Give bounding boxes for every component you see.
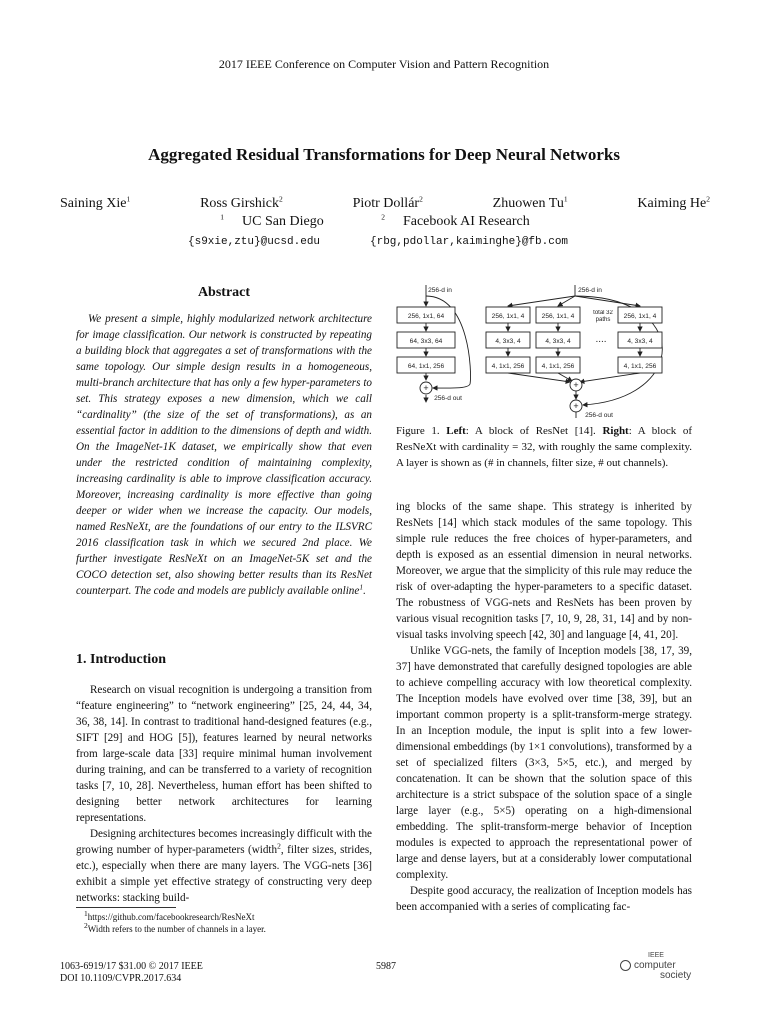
paths-note: total 32 paths xyxy=(593,310,613,323)
right-aggregate-symbol: + xyxy=(573,380,579,390)
footnotes xyxy=(84,911,374,935)
left-add-symbol: + xyxy=(423,383,429,393)
right-add-symbol: + xyxy=(573,401,579,411)
abstract-heading: Abstract xyxy=(197,285,251,300)
author: Saining Xie$^1$ xyxy=(60,194,131,211)
doi-line: DOI 10.1109/CVPR.2017.634 xyxy=(60,973,182,984)
paragraph: Unlike VGG-nets, the family of Inception models [38, 17, 39, 37] have demonstrated that carefully designed topologies are able to achieve compelling accuracy with low theoretical complexity. The Inception models have evolved over time [38, 39], but an important common property is a split-transform-merge strategy. In an Inception module, the input is split into a few lower-dimensional embeddings (by 1×1 convolutions), transformed by a set of specialized filters (3×3, 5×5, etc.), and merged by concatenation. It can be shown that the solution space of this architecture is a strict subspace of the solution space of a single large layer (e.g., 5×5) operating on a high-dimensional embedding. The split-transform-merge behavior of Inception modules is expected to approach the representational power of large and dense layers, but at a considerably lower computational complexity. xyxy=(396,645,692,881)
affiliation: $^2$ Facebook AI Research xyxy=(381,212,530,229)
right-output-label: 256-d out xyxy=(585,412,613,419)
paths-ellipsis: .... xyxy=(595,334,607,345)
email-ucsd: {s9xie,ztu}@ucsd.edu xyxy=(188,236,321,248)
footnote: $^1$https://github.com/facebookresearch/ResNeXt xyxy=(84,909,255,922)
figure-1-diagram xyxy=(390,284,700,420)
paragraph: Despite good accuracy, the realization of Inception models has been accompanied with a series of complicating fac- xyxy=(396,885,692,913)
conference-header: 2017 IEEE Conference on Computer Vision and Pattern Recognition xyxy=(218,57,550,71)
right-column-text xyxy=(396,499,692,915)
author: Zhuowen Tu$^1$ xyxy=(492,194,568,211)
page-number: 5987 xyxy=(376,961,396,972)
email-fb: {rbg,pdollar,kaiminghe}@fb.com xyxy=(370,236,569,248)
abstract-body: We present a simple, highly modularized network architecture for image classification. Our network is constructed by repeating a building block that aggregates a set of transformations with the same topology. Our simple design results in a homogeneous, multi-branch architecture that has only a few hyper-parameters to set. This strategy exposes a new dimension, which we call “cardinality” (the size of the set of transformations), as an essential factor in addition to the dimensions of depth and width. On the ImageNet-1K dataset, we empirically show that even under the restricted condition of maintaining complexity, increasing cardinality is able to improve classification accuracy. Moreover, increasing cardinality is more effective than going deeper or wider when we increase the capacity. Our models, named ResNeXt, are the foundations of our entry to the ILSVRC 2016 classification task in which we secured 2nd place. We further investigate ResNeXt on an ImageNet-5K set and the COCO detection set, also showing better results than its ResNet counterpart. The code and models are publicly available online$^1$. xyxy=(76,313,372,597)
footer-publication-info xyxy=(60,961,203,985)
right-path2-layer-2: 4, 3x3, 4 xyxy=(545,338,571,345)
left-layer-2: 64, 3x3, 64 xyxy=(409,338,443,345)
right-path1-layer-3: 4, 1x1, 256 xyxy=(491,363,525,370)
figure-1-caption: Figure 1. Left: A block of ResNet [14]. Right: A block of ResNeXt with cardinality = 32, with roughly the same complexity. A layer is shown as (# in channels, filter size, # out channels). xyxy=(396,425,692,469)
left-layer-3: 64, 1x1, 256 xyxy=(407,363,445,370)
left-output-label: 256-d out xyxy=(434,395,462,402)
left-input-label: 256-d in xyxy=(428,287,452,294)
right-path2-layer-3: 4, 1x1, 256 xyxy=(541,363,575,370)
right-input-label: 256-d in xyxy=(578,287,602,294)
footnote: $^2$Width refers to the number of channels in a layer. xyxy=(84,921,266,934)
issn-line: 1063-6919/17 $31.00 © 2017 IEEE xyxy=(60,961,203,972)
left-layer-1: 256, 1x1, 64 xyxy=(407,313,445,320)
section-heading-introduction: 1. Introduction xyxy=(76,652,166,667)
right-path2-layer-1: 256, 1x1, 4 xyxy=(541,313,575,320)
affiliation: $^1$ UC San Diego xyxy=(220,212,324,229)
paragraph: Designing architectures becomes increasingly difficult with the growing number of hyper-parameters (width$^2$, filter sizes, strides, etc.), especially when there are many layers. The VGG-nets [36] exhibit a simple yet effective strategy of constructing very deep networks: stacking build- xyxy=(76,828,372,904)
footnote-rule xyxy=(76,907,176,908)
globe-icon xyxy=(620,960,631,971)
right-path32-layer-2: 4, 3x3, 4 xyxy=(627,338,653,345)
paragraph: ing blocks of the same shape. This strategy is inherited by ResNets [14] which stack modules of the same topology. This simple rule reduces the free choices of hyper-parameters, and depth is exposed as an essential dimension in neural networks. Moreover, we argue that the simplicity of this rule may reduce the risk of over-adapting the hyper-parameters to a specific dataset. The robustness of VGG-nets and ResNets has been proven by various visual recognition tasks [7, 10, 9, 28, 31, 14] and by non-visual tasks involving speech [42, 30] and language [4, 41, 20]. xyxy=(396,501,692,641)
author-list xyxy=(60,196,710,212)
affiliations xyxy=(0,214,768,230)
author: Kaiming He$^2$ xyxy=(637,194,710,211)
right-path32-layer-3: 4, 1x1, 256 xyxy=(623,363,657,370)
right-path1-layer-2: 4, 3x3, 4 xyxy=(495,338,521,345)
author: Ross Girshick$^2$ xyxy=(200,194,283,211)
ieee-computer-society-logo: IEEE computer society xyxy=(620,952,710,981)
right-path32-layer-1: 256, 1x1, 4 xyxy=(623,313,657,320)
paper-title: Aggregated Residual Transformations for Deep Neural Networks xyxy=(148,145,620,164)
intro-left-column xyxy=(76,682,372,906)
author: Piotr Dollár$^2$ xyxy=(352,194,423,211)
paragraph: Research on visual recognition is undergoing a transition from “feature engineering” to “network engineering” [25, 24, 44, 34, 36, 38, 14]. In contrast to traditional hand-designed features (e.g., SIFT [29] and HOG [5]), features learned by neural networks from large-scale data [33] require minimal human involvement during training, and can be transferred to a variety of recognition tasks [7, 10, 28]. Nevertheless, human effort has been shifted to designing better network architectures for learning representations. xyxy=(76,684,372,824)
right-path1-layer-1: 256, 1x1, 4 xyxy=(491,313,525,320)
